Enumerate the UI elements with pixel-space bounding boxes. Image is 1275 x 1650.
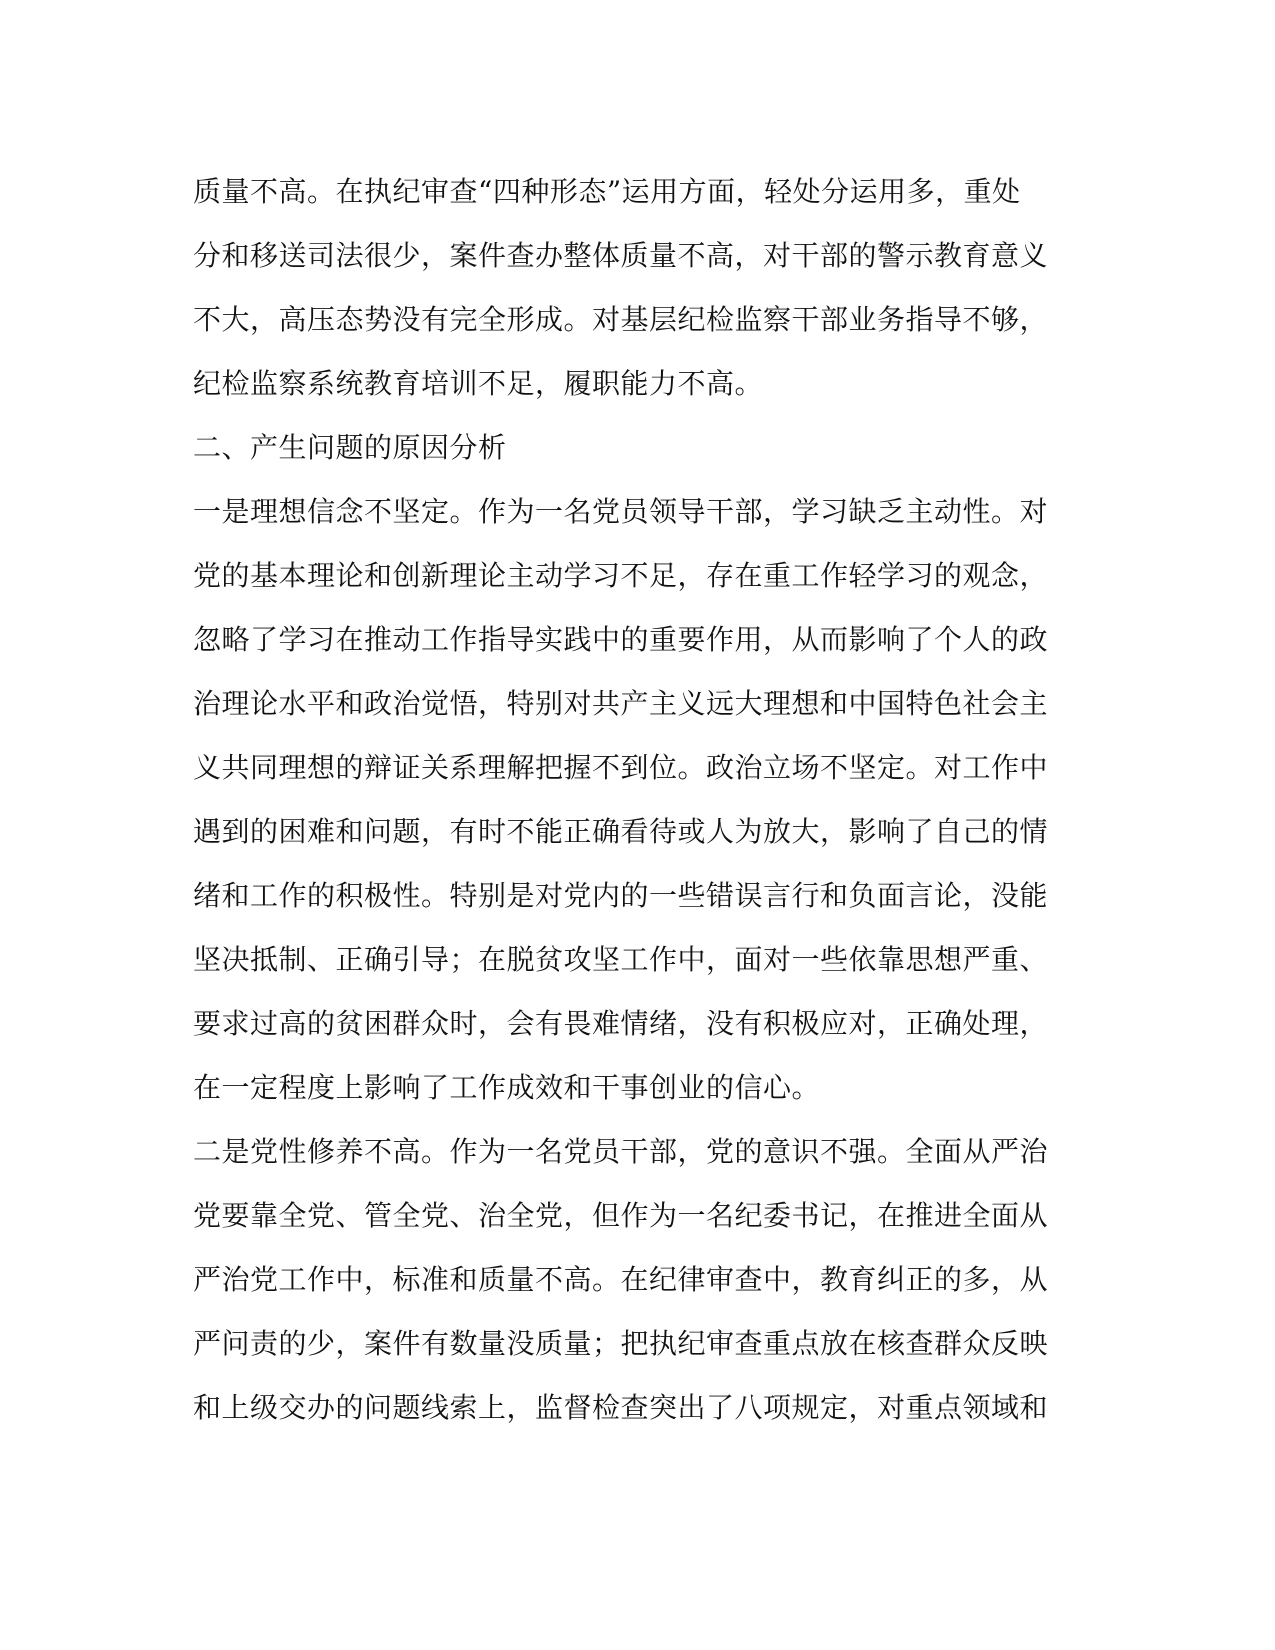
- text-line-14: 要求过高的贫困群众时，会有畏难情绪，没有积极应对，正确处理，: [193, 1007, 1049, 1040]
- text-line-15: 在一定程度上影响了工作成效和干事创业的信心。: [193, 1071, 821, 1104]
- text-line-9: 治理论水平和政治觉悟，特别对共产主义远大理想和中国特色社会主: [193, 687, 1049, 720]
- section-heading: 二、产生问题的原因分析: [193, 431, 507, 464]
- text-line-16: 二是党性修养不高。作为一名党员干部，党的意识不强。全面从严治: [193, 1135, 1049, 1168]
- text-line-10: 义共同理想的辩证关系理解把握不到位。政治立场不坚定。对工作中: [193, 751, 1049, 784]
- text-line-11: 遇到的困难和问题，有时不能正确看待或人为放大，影响了自己的情: [193, 815, 1049, 848]
- document-body: [193, 160, 1075, 1440]
- text-line-13: 坚决抵制、正确引导；在脱贫攻坚工作中，面对一些依靠思想严重、: [193, 943, 1049, 976]
- text-line-1: 质量不高。在执纪审查“四种形态”运用方面，轻处分运用多，重处: [193, 175, 1021, 208]
- text-line-7: 党的基本理论和创新理论主动学习不足，存在重工作轻学习的观念，: [193, 559, 1049, 592]
- text-line-8: 忽略了学习在推动工作指导实践中的重要作用，从而影响了个人的政: [193, 623, 1049, 656]
- text-line-18: 严治党工作中，标准和质量不高。在纪律审查中，教育纠正的多，从: [193, 1263, 1049, 1296]
- text-line-12: 绪和工作的积极性。特别是对党内的一些错误言行和负面言论，没能: [193, 879, 1049, 912]
- text-line-3: 不大，高压态势没有完全形成。对基层纪检监察干部业务指导不够，: [193, 303, 1049, 336]
- text-line-4: 纪检监察系统教育培训不足，履职能力不高。: [193, 367, 764, 400]
- text-line-19: 严问责的少，案件有数量没质量；把执纪审查重点放在核查群众反映: [193, 1327, 1049, 1360]
- text-line-2: 分和移送司法很少，案件查办整体质量不高，对干部的警示教育意义: [193, 239, 1049, 272]
- text-line-20: 和上级交办的问题线索上，监督检查突出了八项规定，对重点领域和: [193, 1391, 1049, 1424]
- text-line-6: 一是理想信念不坚定。作为一名党员领导干部，学习缺乏主动性。对: [193, 495, 1049, 528]
- text-line-17: 党要靠全党、管全党、治全党，但作为一名纪委书记，在推进全面从: [193, 1199, 1049, 1232]
